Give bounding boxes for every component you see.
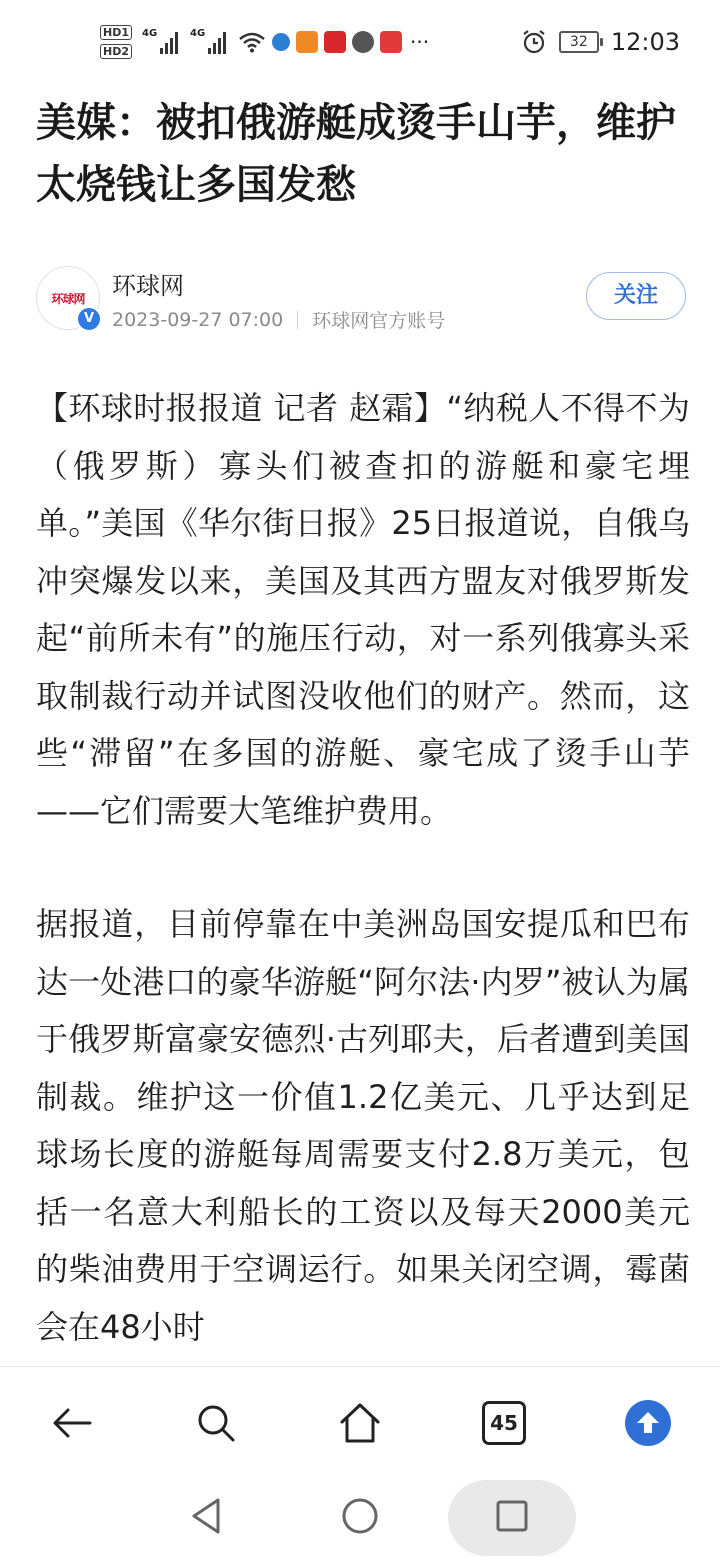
system-nav-bar: [0, 1480, 720, 1560]
triangle-back-icon: [188, 1496, 224, 1536]
system-home-button[interactable]: [330, 1486, 390, 1546]
article-title: 美媒：被扣俄游艇成烫手山芋，维护太烧钱让多国发愁: [36, 100, 676, 208]
follow-button[interactable]: 关注: [586, 272, 686, 320]
article-paragraph: 【环球时报报道 记者 赵霜】“纳税人不得不为（俄罗斯）寡头们被查扣的游艇和豪宅埋单。”美国《华尔街日报》25日报道说，自俄乌冲突爆发以来，美国及其西方盟友对俄罗斯发起“前所未有”的施压行动，对一系列俄寡头采取制裁行动并试图没收他们的财产。然而，这些“滞留”在多国的游艇、豪宅成了烫手山芋——它们需要大笔维护费用。: [36, 389, 690, 830]
system-recents-button[interactable]: [482, 1486, 542, 1546]
home-button[interactable]: [332, 1395, 388, 1451]
tabs-button[interactable]: [476, 1395, 532, 1451]
author-row: [36, 264, 686, 336]
article-paragraph: 据报道，目前停靠在中美洲岛国安提瓜和巴布达一处港口的豪华游艇“阿尔法·内罗”被认为属于俄罗斯富豪安德烈·古列耶夫，后者遭到美国制裁。维护这一价值1.2亿美元、几乎达到足球场长度的游艇每周需要支付2.8万美元，包括一名意大利船长的工资以及每天2000美元的柴油费用于空调运行。如果关闭空调，霉菌会在48小时: [36, 905, 690, 1346]
hd2-badge: HD2: [100, 44, 132, 59]
search-button[interactable]: [188, 1395, 244, 1451]
verified-icon: V: [76, 306, 102, 332]
more-notifications-icon: ···: [410, 30, 430, 54]
avatar-logo: 环球网: [51, 291, 85, 306]
app-notification-icon-blue: [272, 33, 290, 51]
author-meta: [112, 306, 445, 333]
publish-date: 2023-09-27 07:00: [112, 308, 284, 331]
wifi-icon: [238, 31, 266, 53]
status-bar: [0, 0, 720, 84]
hd1-badge: HD1: [100, 25, 132, 40]
battery-icon: 32: [559, 31, 599, 53]
app-notification-icon-book: [380, 31, 402, 53]
status-time: 12:03: [610, 28, 680, 56]
app-notification-icon-circle: [352, 31, 374, 53]
alarm-icon: [521, 29, 547, 55]
app-notification-icon-red: [324, 31, 346, 53]
home-icon: [337, 1400, 383, 1446]
article-body[interactable]: [36, 380, 690, 1366]
meta-divider: [297, 311, 298, 329]
square-recents-icon: [494, 1498, 530, 1534]
upload-icon: [624, 1399, 672, 1447]
account-type: 环球网官方账号: [312, 310, 446, 332]
hd-indicators: [100, 25, 132, 59]
network-type-label: 4G: [142, 28, 158, 39]
signal-icon: [142, 30, 178, 54]
tab-count-icon: 45: [482, 1401, 526, 1445]
author-name[interactable]: 环球网: [112, 272, 184, 300]
app-notification-icon-play: [296, 31, 318, 53]
status-bar-left: [100, 22, 429, 62]
signal-icon-2: [190, 30, 226, 54]
system-back-button[interactable]: [176, 1486, 236, 1546]
scroll-top-button[interactable]: [620, 1395, 676, 1451]
back-arrow-icon: [50, 1401, 94, 1445]
search-icon: [194, 1401, 238, 1445]
bottom-toolbar: [0, 1366, 720, 1481]
network-type-label-2: 4G: [190, 28, 206, 39]
circle-home-icon: [341, 1497, 379, 1535]
back-button[interactable]: [44, 1395, 100, 1451]
status-bar-right: [521, 24, 680, 60]
